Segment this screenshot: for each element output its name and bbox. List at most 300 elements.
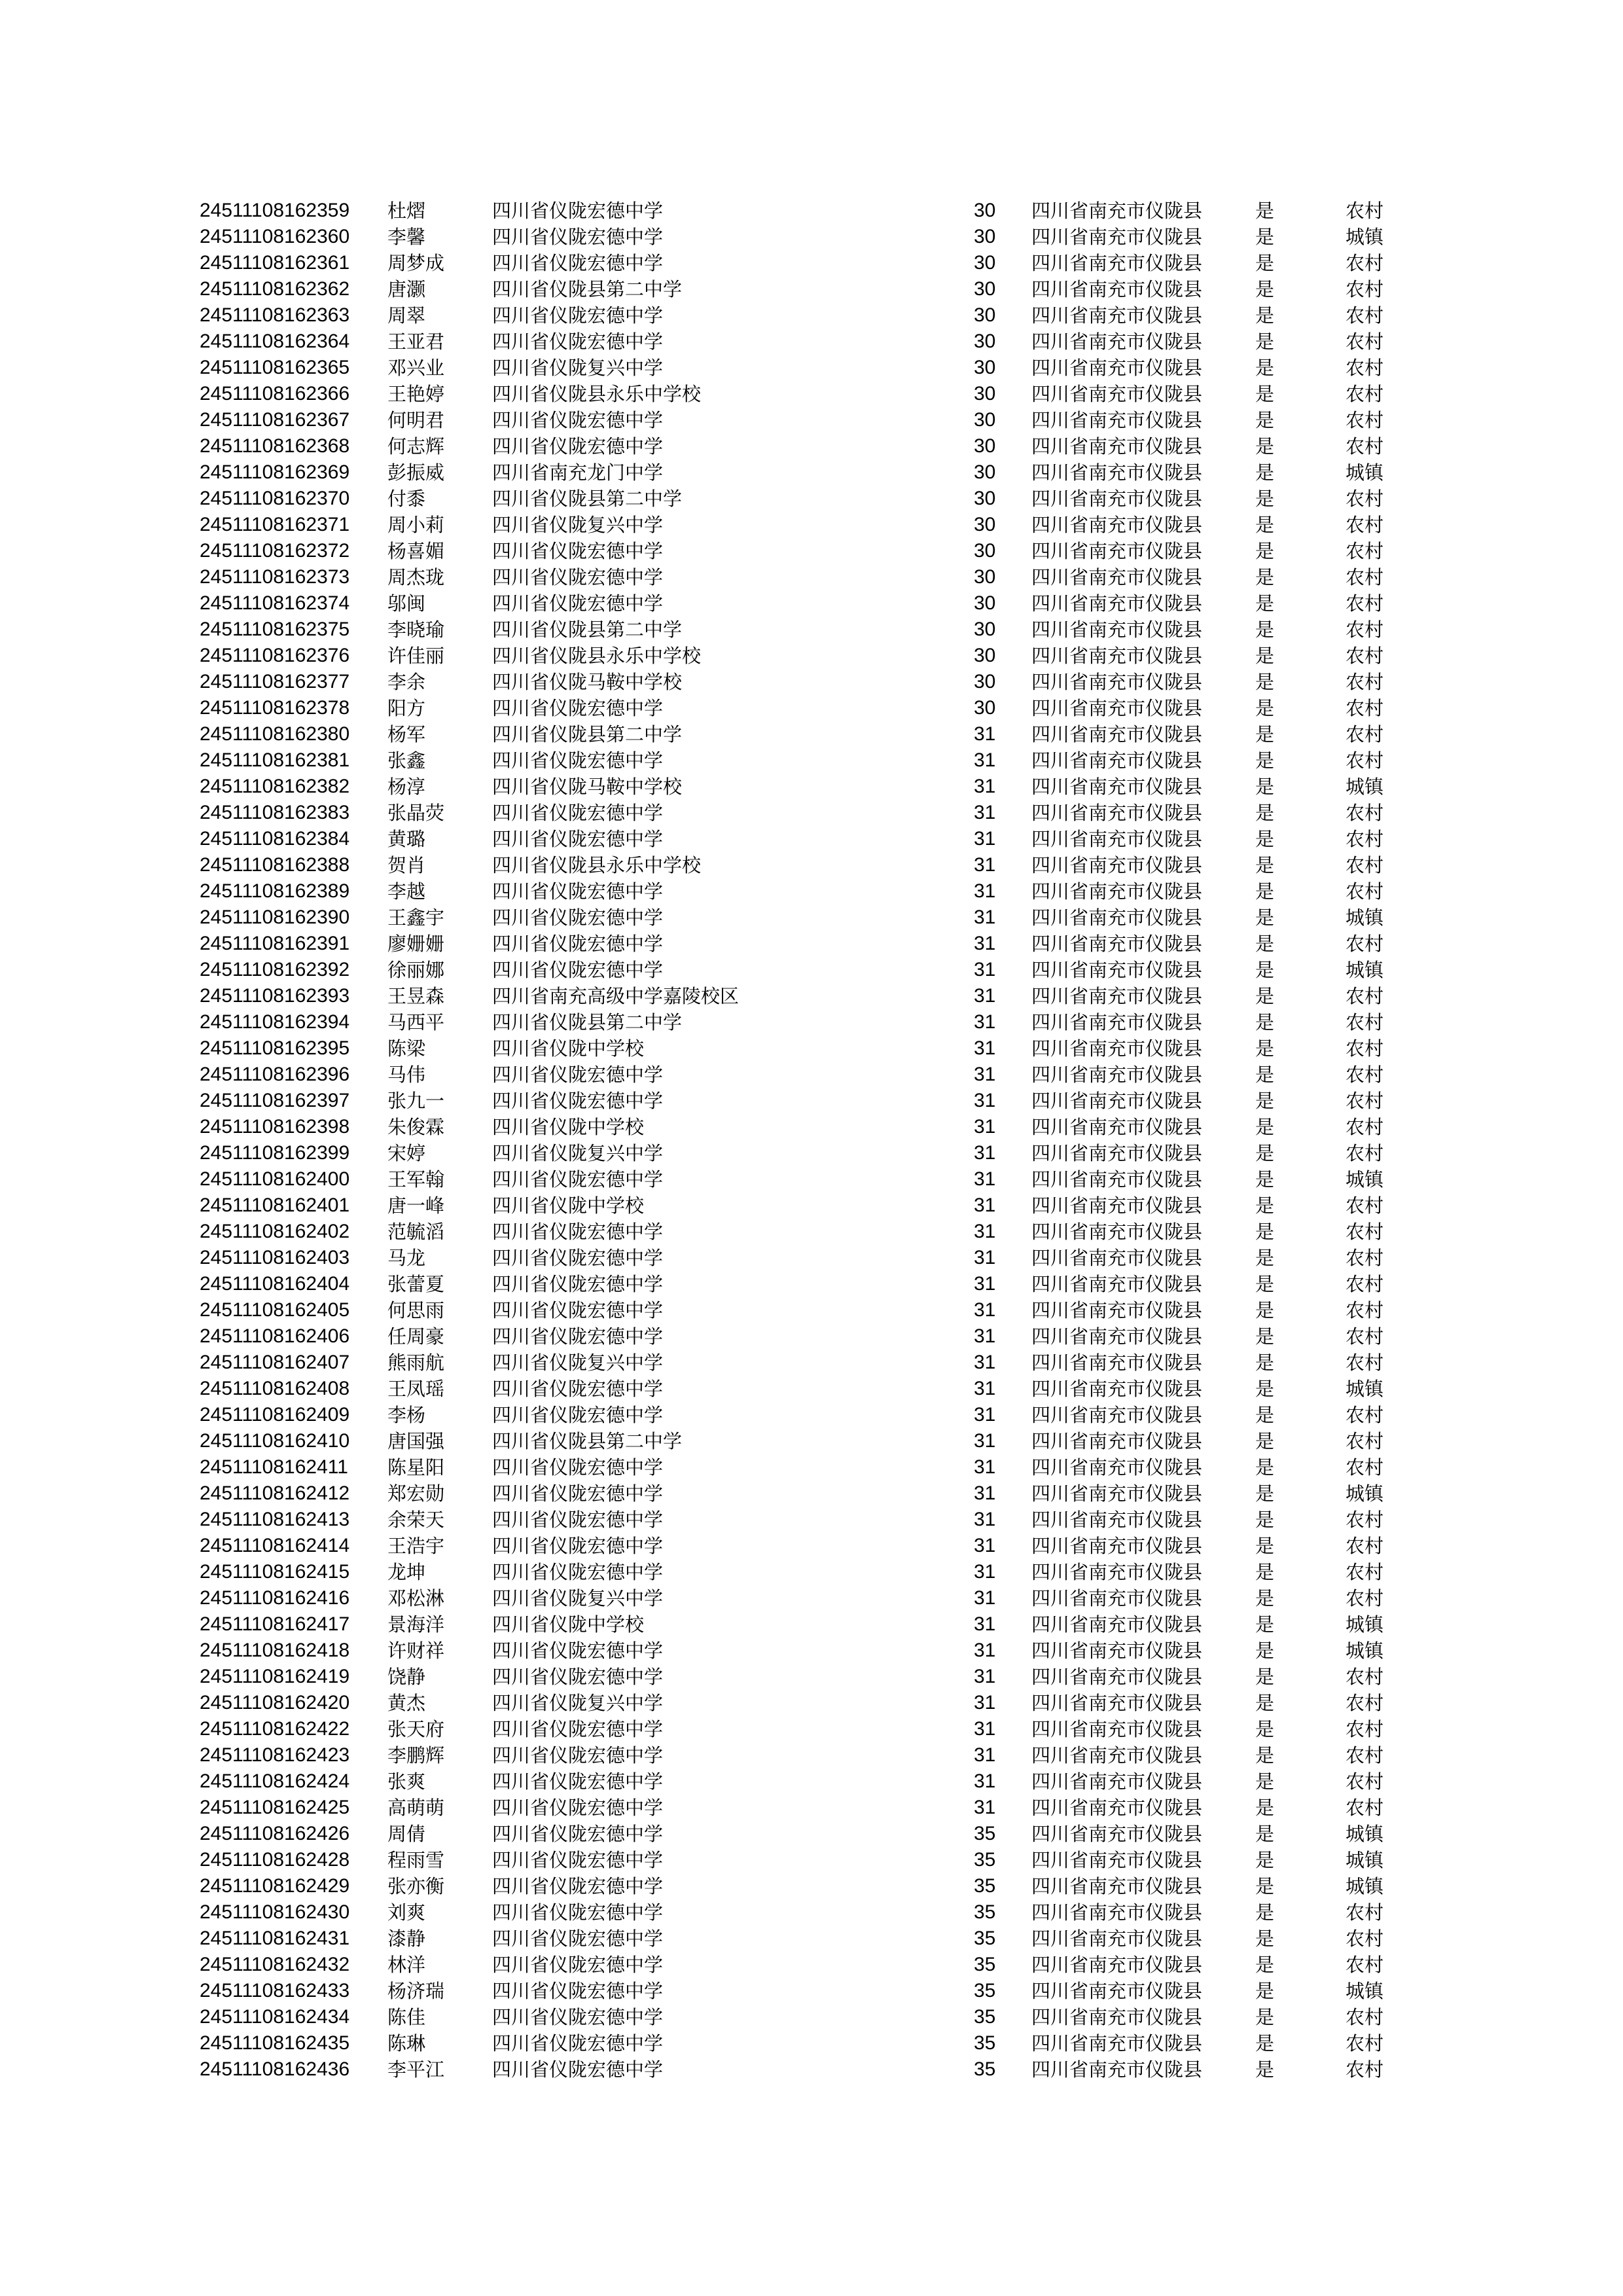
candidate-id-cell: 24511108162418 — [200, 1640, 350, 1661]
score-cell: 31 — [974, 933, 996, 954]
table-row — [0, 957, 1623, 983]
table-row — [0, 1193, 1623, 1219]
region-cell: 四川省南充市仪陇县 — [1031, 776, 1203, 798]
candidate-id-cell: 24511108162423 — [200, 1744, 350, 1766]
status-cell: 是 — [1255, 1090, 1275, 1112]
table-row — [0, 747, 1623, 774]
school-cell: 四川省仪陇马鞍中学校 — [492, 671, 683, 693]
table-row — [0, 590, 1623, 617]
candidate-id-cell: 24511108162397 — [200, 1090, 350, 1111]
school-cell: 四川省仪陇宏德中学 — [492, 2006, 664, 2028]
table-row — [0, 1926, 1623, 1952]
name-cell: 杨济瑞 — [387, 1980, 445, 2002]
score-cell: 30 — [974, 645, 996, 666]
name-cell: 何志辉 — [387, 435, 445, 457]
status-cell: 是 — [1255, 1509, 1275, 1531]
table-row — [0, 2030, 1623, 2056]
region-cell: 四川省南充市仪陇县 — [1031, 1587, 1203, 1609]
area-type-cell: 农村 — [1346, 1037, 1384, 1060]
region-cell: 四川省南充市仪陇县 — [1031, 1247, 1203, 1269]
status-cell: 是 — [1255, 1404, 1275, 1426]
name-cell: 杜熠 — [387, 200, 426, 222]
score-cell: 30 — [974, 331, 996, 352]
candidate-id-cell: 24511108162433 — [200, 1980, 350, 2001]
region-cell: 四川省南充市仪陇县 — [1031, 854, 1203, 876]
region-cell: 四川省南充市仪陇县 — [1031, 1561, 1203, 1583]
table-row — [0, 1978, 1623, 2004]
status-cell: 是 — [1255, 488, 1275, 510]
name-cell: 程雨雪 — [387, 1849, 445, 1871]
area-type-cell: 农村 — [1346, 1273, 1384, 1295]
area-type-cell: 城镇 — [1346, 1482, 1384, 1505]
score-cell: 35 — [974, 1901, 996, 1923]
table-row — [0, 1376, 1623, 1402]
name-cell: 龙坤 — [387, 1561, 426, 1583]
region-cell: 四川省南充市仪陇县 — [1031, 2032, 1203, 2054]
area-type-cell: 城镇 — [1346, 1640, 1384, 1662]
table-row — [0, 1350, 1623, 1376]
candidate-id-cell: 24511108162359 — [200, 200, 350, 221]
name-cell: 何明君 — [387, 409, 445, 431]
school-cell: 四川省仪陇宏德中学 — [492, 2058, 664, 2081]
score-cell: 31 — [974, 1404, 996, 1426]
status-cell: 是 — [1255, 409, 1275, 431]
region-cell: 四川省南充市仪陇县 — [1031, 723, 1203, 745]
score-cell: 30 — [974, 200, 996, 221]
area-type-cell: 农村 — [1346, 985, 1384, 1007]
school-cell: 四川省仪陇宏德中学 — [492, 749, 664, 772]
area-type-cell: 农村 — [1346, 1142, 1384, 1164]
table-row — [0, 878, 1623, 905]
region-cell: 四川省南充市仪陇县 — [1031, 566, 1203, 588]
status-cell: 是 — [1255, 933, 1275, 955]
school-cell: 四川省仪陇县永乐中学校 — [492, 645, 702, 667]
candidate-id-cell: 24511108162370 — [200, 488, 350, 509]
area-type-cell: 城镇 — [1346, 1980, 1384, 2002]
school-cell: 四川省仪陇宏德中学 — [492, 1849, 664, 1871]
area-type-cell: 农村 — [1346, 933, 1384, 955]
status-cell: 是 — [1255, 854, 1275, 876]
name-cell: 贺肖 — [387, 854, 426, 876]
name-cell: 王鑫宇 — [387, 906, 445, 929]
table-row — [0, 250, 1623, 276]
name-cell: 彭振威 — [387, 461, 445, 484]
area-type-cell: 农村 — [1346, 880, 1384, 903]
status-cell: 是 — [1255, 1692, 1275, 1714]
region-cell: 四川省南充市仪陇县 — [1031, 1980, 1203, 2002]
candidate-id-cell: 24511108162365 — [200, 357, 350, 378]
region-cell: 四川省南充市仪陇县 — [1031, 1823, 1203, 1845]
school-cell: 四川省仪陇宏德中学 — [492, 1404, 664, 1426]
candidate-id-cell: 24511108162422 — [200, 1718, 350, 1740]
school-cell: 四川省仪陇宏德中学 — [492, 566, 664, 588]
name-cell: 饶静 — [387, 1666, 426, 1688]
name-cell: 付黍 — [387, 488, 426, 510]
score-cell: 30 — [974, 252, 996, 274]
score-cell: 31 — [974, 1613, 996, 1635]
candidate-id-cell: 24511108162372 — [200, 540, 350, 562]
status-cell: 是 — [1255, 1535, 1275, 1557]
name-cell: 黄璐 — [387, 828, 426, 850]
status-cell: 是 — [1255, 776, 1275, 798]
status-cell: 是 — [1255, 2006, 1275, 2028]
name-cell: 宋婷 — [387, 1142, 426, 1164]
area-type-cell: 农村 — [1346, 645, 1384, 667]
candidate-id-cell: 24511108162432 — [200, 1954, 350, 1975]
name-cell: 邬闽 — [387, 592, 426, 615]
score-cell: 30 — [974, 671, 996, 692]
name-cell: 马伟 — [387, 1064, 426, 1086]
table-row — [0, 1166, 1623, 1193]
status-cell: 是 — [1255, 1849, 1275, 1871]
area-type-cell: 农村 — [1346, 1325, 1384, 1348]
area-type-cell: 农村 — [1346, 2058, 1384, 2081]
school-cell: 四川省仪陇宏德中学 — [492, 226, 664, 248]
status-cell: 是 — [1255, 252, 1275, 274]
candidate-id-cell: 24511108162378 — [200, 697, 350, 719]
status-cell: 是 — [1255, 200, 1275, 222]
status-cell: 是 — [1255, 357, 1275, 379]
area-type-cell: 农村 — [1346, 1299, 1384, 1321]
area-type-cell: 农村 — [1346, 1928, 1384, 1950]
candidate-id-cell: 24511108162366 — [200, 383, 350, 404]
school-cell: 四川省仪陇宏德中学 — [492, 2032, 664, 2054]
region-cell: 四川省南充市仪陇县 — [1031, 1273, 1203, 1295]
table-row — [0, 905, 1623, 931]
score-cell: 35 — [974, 1823, 996, 1844]
region-cell: 四川省南充市仪陇县 — [1031, 1875, 1203, 1897]
area-type-cell: 农村 — [1346, 2006, 1384, 2028]
score-cell: 30 — [974, 357, 996, 378]
table-row — [0, 1454, 1623, 1480]
candidate-id-cell: 24511108162426 — [200, 1823, 350, 1844]
score-cell: 31 — [974, 802, 996, 823]
school-cell: 四川省仪陇中学校 — [492, 1037, 645, 1060]
school-cell: 四川省仪陇宏德中学 — [492, 1954, 664, 1976]
area-type-cell: 农村 — [1346, 828, 1384, 850]
table-row — [0, 459, 1623, 486]
status-cell: 是 — [1255, 278, 1275, 300]
table-row — [0, 931, 1623, 957]
table-row — [0, 1742, 1623, 1768]
school-cell: 四川省仪陇宏德中学 — [492, 1273, 664, 1295]
school-cell: 四川省仪陇复兴中学 — [492, 1142, 664, 1164]
table-row — [0, 695, 1623, 721]
candidate-id-cell: 24511108162381 — [200, 749, 350, 771]
table-row — [0, 1035, 1623, 1062]
candidate-id-cell: 24511108162373 — [200, 566, 350, 588]
area-type-cell: 农村 — [1346, 1692, 1384, 1714]
table-row — [0, 276, 1623, 302]
name-cell: 李平江 — [387, 2058, 445, 2081]
table-row — [0, 1795, 1623, 1821]
status-cell: 是 — [1255, 1718, 1275, 1740]
status-cell: 是 — [1255, 619, 1275, 641]
area-type-cell: 农村 — [1346, 1535, 1384, 1557]
table-row — [0, 721, 1623, 747]
table-row — [0, 1873, 1623, 1899]
school-cell: 四川省仪陇宏德中学 — [492, 331, 664, 353]
area-type-cell: 农村 — [1346, 514, 1384, 536]
candidate-id-cell: 24511108162435 — [200, 2032, 350, 2054]
candidate-id-cell: 24511108162409 — [200, 1404, 350, 1426]
school-cell: 四川省仪陇宏德中学 — [492, 1090, 664, 1112]
school-cell: 四川省仪陇县第二中学 — [492, 1430, 683, 1452]
table-row — [0, 2056, 1623, 2083]
school-cell: 四川省仪陇宏德中学 — [492, 697, 664, 719]
table-row — [0, 486, 1623, 512]
area-type-cell: 农村 — [1346, 1430, 1384, 1452]
area-type-cell: 农村 — [1346, 540, 1384, 562]
region-cell: 四川省南充市仪陇县 — [1031, 1718, 1203, 1740]
school-cell: 四川省仪陇宏德中学 — [492, 1770, 664, 1793]
score-cell: 31 — [974, 1142, 996, 1164]
score-cell: 35 — [974, 2006, 996, 2028]
area-type-cell: 农村 — [1346, 409, 1384, 431]
name-cell: 李越 — [387, 880, 426, 903]
area-type-cell: 农村 — [1346, 1090, 1384, 1112]
region-cell: 四川省南充市仪陇县 — [1031, 1090, 1203, 1112]
school-cell: 四川省仪陇县第二中学 — [492, 619, 683, 641]
region-cell: 四川省南充市仪陇县 — [1031, 2058, 1203, 2081]
score-cell: 31 — [974, 1299, 996, 1321]
school-cell: 四川省仪陇宏德中学 — [492, 409, 664, 431]
score-cell: 31 — [974, 1247, 996, 1268]
school-cell: 四川省南充龙门中学 — [492, 461, 664, 484]
name-cell: 黄杰 — [387, 1692, 426, 1714]
score-cell: 30 — [974, 383, 996, 404]
school-cell: 四川省仪陇宏德中学 — [492, 1875, 664, 1897]
name-cell: 张鑫 — [387, 749, 426, 772]
table-row — [0, 1638, 1623, 1664]
score-cell: 30 — [974, 226, 996, 247]
status-cell: 是 — [1255, 435, 1275, 457]
score-cell: 30 — [974, 566, 996, 588]
region-cell: 四川省南充市仪陇县 — [1031, 2006, 1203, 2028]
table-row — [0, 564, 1623, 590]
candidate-id-cell: 24511108162393 — [200, 985, 350, 1007]
area-type-cell: 农村 — [1346, 1194, 1384, 1217]
candidate-id-cell: 24511108162411 — [200, 1456, 348, 1478]
area-type-cell: 城镇 — [1346, 906, 1384, 929]
name-cell: 陈梁 — [387, 1037, 426, 1060]
school-cell: 四川省仪陇宏德中学 — [492, 1378, 664, 1400]
candidate-id-cell: 24511108162412 — [200, 1482, 350, 1504]
status-cell: 是 — [1255, 880, 1275, 903]
status-cell: 是 — [1255, 331, 1275, 353]
table-row — [0, 1297, 1623, 1323]
region-cell: 四川省南充市仪陇县 — [1031, 1430, 1203, 1452]
score-cell: 30 — [974, 488, 996, 509]
area-type-cell: 农村 — [1346, 1770, 1384, 1793]
score-cell: 31 — [974, 1116, 996, 1138]
status-cell: 是 — [1255, 1011, 1275, 1033]
candidate-id-cell: 24511108162419 — [200, 1666, 350, 1687]
candidate-id-cell: 24511108162424 — [200, 1770, 350, 1792]
name-cell: 高萌萌 — [387, 1797, 445, 1819]
school-cell: 四川省仪陇宏德中学 — [492, 1168, 664, 1191]
region-cell: 四川省南充市仪陇县 — [1031, 619, 1203, 641]
candidate-id-cell: 24511108162360 — [200, 226, 350, 247]
candidate-id-cell: 24511108162389 — [200, 880, 350, 902]
name-cell: 张晶荧 — [387, 802, 445, 824]
area-type-cell: 城镇 — [1346, 461, 1384, 484]
region-cell: 四川省南充市仪陇县 — [1031, 357, 1203, 379]
name-cell: 杨淳 — [387, 776, 426, 798]
status-cell: 是 — [1255, 383, 1275, 405]
status-cell: 是 — [1255, 1928, 1275, 1950]
school-cell: 四川省仪陇宏德中学 — [492, 592, 664, 615]
area-type-cell: 农村 — [1346, 1561, 1384, 1583]
name-cell: 张天府 — [387, 1718, 445, 1740]
candidate-id-cell: 24511108162361 — [200, 252, 350, 274]
status-cell: 是 — [1255, 2058, 1275, 2081]
status-cell: 是 — [1255, 514, 1275, 536]
table-row — [0, 774, 1623, 800]
candidate-id-cell: 24511108162368 — [200, 435, 350, 457]
school-cell: 四川省仪陇宏德中学 — [492, 1718, 664, 1740]
candidate-id-cell: 24511108162407 — [200, 1352, 350, 1373]
name-cell: 林洋 — [387, 1954, 426, 1976]
name-cell: 任周豪 — [387, 1325, 445, 1348]
region-cell: 四川省南充市仪陇县 — [1031, 540, 1203, 562]
school-cell: 四川省仪陇中学校 — [492, 1613, 645, 1636]
candidate-id-cell: 24511108162436 — [200, 2058, 350, 2080]
area-type-cell: 农村 — [1346, 854, 1384, 876]
score-cell: 30 — [974, 697, 996, 719]
status-cell: 是 — [1255, 1247, 1275, 1269]
candidate-id-cell: 24511108162391 — [200, 933, 350, 954]
region-cell: 四川省南充市仪陇县 — [1031, 1378, 1203, 1400]
school-cell: 四川省仪陇宏德中学 — [492, 802, 664, 824]
region-cell: 四川省南充市仪陇县 — [1031, 461, 1203, 484]
school-cell: 四川省仪陇县永乐中学校 — [492, 383, 702, 405]
school-cell: 四川省南充高级中学嘉陵校区 — [492, 985, 740, 1007]
area-type-cell: 城镇 — [1346, 1849, 1384, 1871]
table-row — [0, 329, 1623, 355]
area-type-cell: 农村 — [1346, 1901, 1384, 1924]
region-cell: 四川省南充市仪陇县 — [1031, 1404, 1203, 1426]
candidate-id-cell: 24511108162425 — [200, 1797, 350, 1818]
status-cell: 是 — [1255, 1770, 1275, 1793]
candidate-id-cell: 24511108162400 — [200, 1168, 350, 1190]
status-cell: 是 — [1255, 1456, 1275, 1479]
status-cell: 是 — [1255, 566, 1275, 588]
name-cell: 周梦成 — [387, 252, 445, 274]
score-cell: 31 — [974, 1797, 996, 1818]
candidate-id-cell: 24511108162410 — [200, 1430, 350, 1452]
school-cell: 四川省仪陇复兴中学 — [492, 357, 664, 379]
school-cell: 四川省仪陇复兴中学 — [492, 1587, 664, 1609]
region-cell: 四川省南充市仪陇县 — [1031, 933, 1203, 955]
area-type-cell: 农村 — [1346, 1587, 1384, 1609]
area-type-cell: 城镇 — [1346, 1378, 1384, 1400]
region-cell: 四川省南充市仪陇县 — [1031, 828, 1203, 850]
area-type-cell: 农村 — [1346, 1954, 1384, 1976]
candidate-id-cell: 24511108162420 — [200, 1692, 350, 1713]
score-cell: 31 — [974, 1482, 996, 1504]
school-cell: 四川省仪陇宏德中学 — [492, 828, 664, 850]
status-cell: 是 — [1255, 828, 1275, 850]
status-cell: 是 — [1255, 723, 1275, 745]
candidate-id-cell: 24511108162364 — [200, 331, 350, 352]
status-cell: 是 — [1255, 1954, 1275, 1976]
name-cell: 何思雨 — [387, 1299, 445, 1321]
table-row — [0, 512, 1623, 538]
school-cell: 四川省仪陇宏德中学 — [492, 906, 664, 929]
table-row — [0, 381, 1623, 407]
region-cell: 四川省南充市仪陇县 — [1031, 1011, 1203, 1033]
table-row — [0, 1690, 1623, 1716]
area-type-cell: 农村 — [1346, 1744, 1384, 1767]
school-cell: 四川省仪陇复兴中学 — [492, 1352, 664, 1374]
candidate-id-cell: 24511108162401 — [200, 1194, 350, 1216]
name-cell: 李馨 — [387, 226, 426, 248]
school-cell: 四川省仪陇宏德中学 — [492, 435, 664, 457]
area-type-cell: 农村 — [1346, 488, 1384, 510]
status-cell: 是 — [1255, 592, 1275, 615]
score-cell: 30 — [974, 435, 996, 457]
table-row — [0, 1245, 1623, 1271]
candidate-id-cell: 24511108162404 — [200, 1273, 350, 1295]
table-row — [0, 1847, 1623, 1873]
school-cell: 四川省仪陇宏德中学 — [492, 252, 664, 274]
region-cell: 四川省南充市仪陇县 — [1031, 985, 1203, 1007]
school-cell: 四川省仪陇宏德中学 — [492, 1928, 664, 1950]
name-cell: 马龙 — [387, 1247, 426, 1269]
name-cell: 徐丽娜 — [387, 959, 445, 981]
score-cell: 30 — [974, 592, 996, 614]
name-cell: 张爽 — [387, 1770, 426, 1793]
score-cell: 31 — [974, 1640, 996, 1661]
name-cell: 唐灏 — [387, 278, 426, 300]
name-cell: 刘爽 — [387, 1901, 426, 1924]
status-cell: 是 — [1255, 1666, 1275, 1688]
score-cell: 31 — [974, 1509, 996, 1530]
school-cell: 四川省仪陇宏德中学 — [492, 1247, 664, 1269]
table-row — [0, 302, 1623, 329]
name-cell: 杨喜媚 — [387, 540, 445, 562]
table-row — [0, 1585, 1623, 1611]
school-cell: 四川省仪陇中学校 — [492, 1194, 645, 1217]
status-cell: 是 — [1255, 959, 1275, 981]
area-type-cell: 城镇 — [1346, 1613, 1384, 1636]
area-type-cell: 农村 — [1346, 2032, 1384, 2054]
score-cell: 30 — [974, 540, 996, 562]
region-cell: 四川省南充市仪陇县 — [1031, 1770, 1203, 1793]
name-cell: 朱俊霖 — [387, 1116, 445, 1138]
table-row — [0, 1664, 1623, 1690]
school-cell: 四川省仪陇宏德中学 — [492, 304, 664, 327]
score-cell: 31 — [974, 854, 996, 876]
area-type-cell: 农村 — [1346, 331, 1384, 353]
name-cell: 许佳丽 — [387, 645, 445, 667]
score-cell: 31 — [974, 749, 996, 771]
region-cell: 四川省南充市仪陇县 — [1031, 1666, 1203, 1688]
score-cell: 30 — [974, 514, 996, 535]
area-type-cell: 农村 — [1346, 592, 1384, 615]
name-cell: 余荣天 — [387, 1509, 445, 1531]
name-cell: 陈佳 — [387, 2006, 426, 2028]
school-cell: 四川省仪陇复兴中学 — [492, 1692, 664, 1714]
school-cell: 四川省仪陇宏德中学 — [492, 1482, 664, 1505]
candidate-id-cell: 24511108162383 — [200, 802, 350, 823]
score-cell: 31 — [974, 1064, 996, 1085]
score-cell: 31 — [974, 1587, 996, 1609]
name-cell: 许财祥 — [387, 1640, 445, 1662]
candidate-id-cell: 24511108162363 — [200, 304, 350, 326]
name-cell: 陈星阳 — [387, 1456, 445, 1479]
